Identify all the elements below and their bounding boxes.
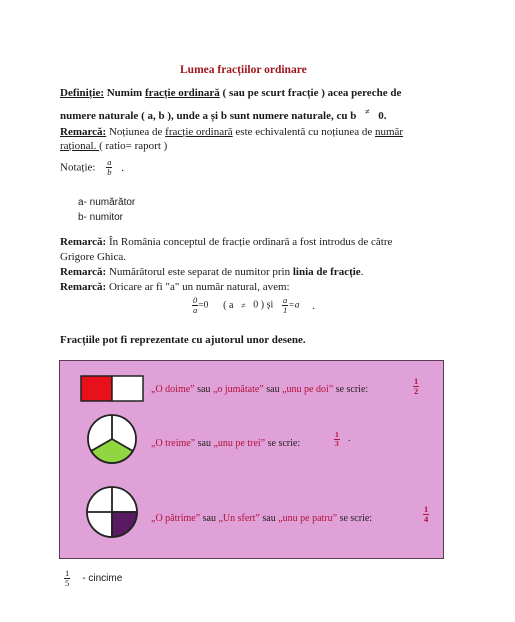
remark-4-text: Oricare ar fi "a" un număr natural, avem:: [106, 281, 290, 293]
half-rectangle-empty: [112, 376, 143, 401]
footer-fraction: [64, 569, 70, 588]
remark-3-end: .: [360, 266, 364, 278]
formula-line: [192, 296, 315, 315]
definition-text-c: numere naturale ( a, b ), unde a și b sunt numere naturale, cu b: [60, 110, 357, 122]
formula-1-numerator: 0: [193, 295, 198, 305]
remark-1-line-2: [60, 139, 167, 153]
footer-numerator: 1: [65, 568, 70, 578]
list-item-numerator: a- numărător: [78, 197, 136, 208]
remark-4-line: [60, 280, 290, 294]
definition-line-2: [60, 105, 386, 123]
remark-1-text-b: este echivalentă cu noțiunea de: [232, 126, 375, 138]
half-rectangle-filled: [81, 376, 112, 401]
row-2-numerator: 1: [335, 430, 339, 439]
remark-2-line-1: [60, 235, 392, 249]
remark-3-line: [60, 265, 363, 279]
notation-end: .: [121, 161, 124, 174]
remark-3-text: Numărătorul este separat de numitor prin: [106, 266, 293, 278]
definition-term: fracție ordinară: [144, 87, 220, 99]
row-2-sep-1: sau: [195, 438, 214, 449]
notation-numerator: a: [107, 157, 112, 167]
row-1-quote-2: „o jumătate”: [212, 384, 264, 395]
remark-1-text-a: Noțiunea de: [106, 126, 166, 138]
row-1-sep-3: se scrie:: [333, 384, 369, 395]
row-1-quote-1: „O doime”: [151, 384, 195, 395]
row-1-fraction: [413, 377, 419, 396]
row-3-fraction: [423, 505, 429, 524]
formula-condition-b: 0 ) și: [253, 299, 274, 311]
list-item-denominator: b- numitor: [78, 212, 124, 223]
row-2-fraction: [334, 431, 340, 448]
notation-line: [60, 158, 124, 177]
remark-3-label: Remarcă:: [60, 266, 107, 278]
definition-text-b: ( sau pe scurt fracție ) acea pereche de: [219, 87, 402, 99]
row-3-numerator: 1: [424, 504, 429, 514]
fraction-illustration-panel: [59, 360, 444, 559]
definition-line-1: [60, 86, 401, 100]
formula-2-equals: =a: [288, 300, 300, 311]
remark-4-label: Remarcă:: [60, 281, 107, 293]
formula-1-denominator: a: [193, 305, 198, 315]
remark-2-line-2: Grigore Ghica.: [60, 251, 126, 263]
row-2-end: .: [348, 433, 351, 444]
formula-not-equal: ≠: [241, 300, 246, 310]
remark-3-bold: linia de fracție: [292, 266, 361, 278]
row-2-text: [151, 433, 300, 451]
not-equal-sign: ≠: [365, 107, 370, 116]
row-1-text: [151, 379, 368, 397]
notation-label: Notație:: [60, 161, 96, 174]
row-3-quote-1: „O pătrime”: [151, 513, 201, 524]
row-1-sep-1: sau: [194, 384, 213, 395]
footer-line: [64, 569, 122, 588]
definition-text-d: 0.: [378, 110, 387, 122]
formula-2-denominator: 1: [283, 305, 288, 315]
third-circle-diagram: [86, 413, 138, 465]
row-1-numerator: 1: [414, 376, 419, 386]
remark-1-term-2: număr: [374, 126, 404, 138]
row-2-quote-2: „unu pe trei”: [213, 438, 266, 449]
definition-text-a: Numim: [106, 87, 145, 99]
row-2-quote-1: „O treime”: [151, 438, 196, 449]
footer-text: - cincime: [82, 573, 123, 584]
row-3-text: [151, 508, 372, 526]
row-3-denominator: 4: [424, 514, 429, 524]
row-3-sep-2: sau: [259, 513, 279, 524]
quarter-circle-filled-slice: [112, 512, 137, 537]
definition-label: Definiție:: [60, 87, 104, 99]
formula-end: .: [312, 299, 315, 312]
row-3-sep-3: se scrie:: [337, 513, 373, 524]
footer-denominator: 5: [65, 578, 70, 588]
row-2-sep-2: se scrie:: [265, 438, 301, 449]
row-2-denominator: 3: [335, 439, 339, 448]
notation-denominator: b: [107, 167, 112, 177]
formula-1-equals: =0: [198, 300, 209, 311]
remark-1-line-1: [60, 125, 403, 139]
remark-1-text-c: ( ratio= raport ): [99, 140, 168, 152]
page-title: Lumea fracțiilor ordinare: [180, 64, 307, 76]
row-3-quote-2: „Un sfert”: [218, 513, 260, 524]
formula-2-numerator: a: [283, 295, 288, 305]
remark-1-term: fracție ordinară: [165, 126, 233, 138]
remark-1-term-3: rațional.: [60, 140, 100, 152]
quarter-circle-diagram: [85, 485, 139, 539]
remark-1-label: Remarcă:: [60, 126, 107, 138]
half-rectangle-diagram: [80, 375, 144, 403]
row-1-denominator: 2: [414, 386, 419, 396]
notation-fraction: [106, 158, 112, 177]
formula-condition-a: ( a: [223, 299, 234, 311]
remark-2-label: Remarcă:: [60, 236, 107, 248]
remark-2-text: În România conceptul de fracție ordinară a fost introdus de către: [106, 236, 393, 248]
row-1-sep-2: sau: [263, 384, 283, 395]
row-3-sep-1: sau: [200, 513, 219, 524]
represent-heading: Fracțiile pot fi reprezentate cu ajutorul unor desene.: [60, 334, 306, 346]
row-1-quote-3: „unu pe doi”: [282, 384, 334, 395]
row-3-quote-3: „unu pe patru”: [278, 513, 338, 524]
